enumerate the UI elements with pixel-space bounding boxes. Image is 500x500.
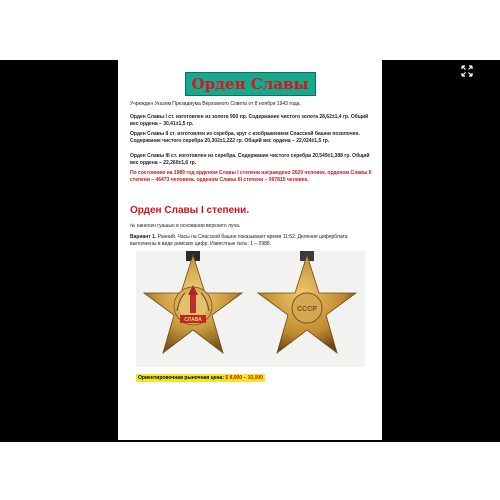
paragraph-gold: Орден Славы I ст. изготовлен из золота 950 пр. Содержание чистого золота 28,62±1,4 гр. Общий вес ордена – 30,41±1,5 гр.: [130, 114, 369, 127]
paragraph-statistics: По состоянию на 1989 год орденом Славы I степени награждено 2620 человек, орденом Славы II степени – 46473 человека, орденом Славы III степени – 997815 человек.: [130, 170, 372, 183]
section-heading: Орден Славы I степени.: [130, 205, 250, 216]
paragraph-silver-3: Орден Славы III ст. изготовлен из серебра. Содержание чистого серебра 20,549±1,388 гр. Общий вес ордена – 22,260±1,6 гр.: [130, 153, 370, 166]
variant-description: Ранний. Часы на Спасской башне показывают время 11:52. Деления циферблата выполнены в виде римских цифр. Известные №№: 1 – 2988.: [130, 234, 348, 247]
variant-text: [130, 234, 372, 247]
price-box: [136, 374, 265, 382]
document-page: [118, 60, 382, 440]
price-value: $ 8,000 – 10,000: [225, 375, 263, 381]
expand-icon[interactable]: [461, 65, 473, 77]
page-title: Орден Славы: [185, 72, 316, 96]
intro-text: Учрежден Указом Президиума Верховного Совета от 8 ноября 1943 года.: [130, 101, 301, 107]
medal-photos: [136, 251, 365, 367]
medal-front-label: СЛАВА: [184, 317, 202, 323]
medal-back-label: СССР: [297, 306, 317, 313]
variant-label: Вариант 1.: [130, 234, 157, 240]
paragraph-silver-2: Орден Славы II ст. изготовлен из серебра, круг с изображением Спасской башни позолочен. Содержание чистого серебра 20,302±1,222 гр. Общий вес ордена – 22,024±1,5 гр.: [130, 131, 360, 144]
price-label: Ориентировочная рыночная цена:: [138, 375, 225, 381]
note-text: № нанесен гуашью в основании верхнего луча.: [130, 223, 241, 229]
